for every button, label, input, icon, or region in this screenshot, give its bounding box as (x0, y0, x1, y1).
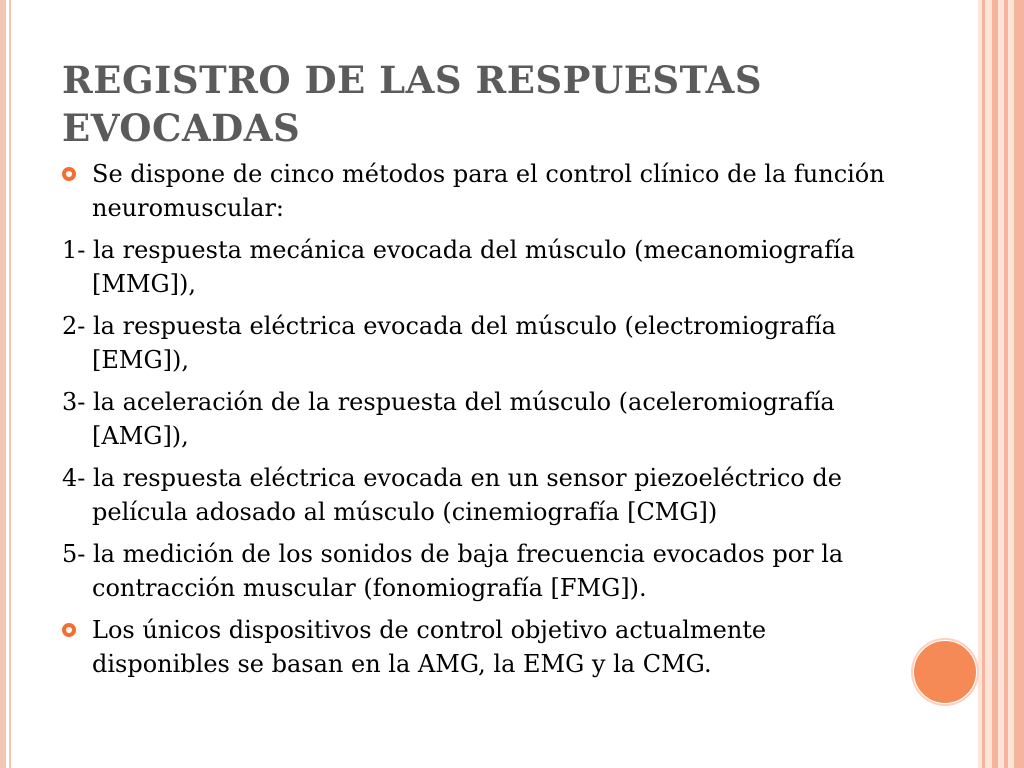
left-border-line (9, 0, 11, 768)
right-stripe (982, 0, 985, 768)
bullet-paragraph (62, 157, 902, 225)
numbered-item (62, 309, 902, 377)
right-border-stripes (978, 0, 1024, 768)
bullet-icon (62, 623, 76, 637)
slide-title: REGISTRO DE LAS RESPUESTAS EVOCADAS (62, 58, 763, 150)
right-stripe (992, 0, 998, 768)
paragraph-text: Se dispone de cinco métodos para el control clínico de la función neuromuscular: (92, 160, 885, 222)
paragraph-text: 3- la aceleración de la respuesta del músculo (aceleromiografía [AMG]), (62, 388, 835, 450)
bullet-paragraph (62, 613, 902, 681)
paragraph-text: 4- la respuesta eléctrica evocada en un sensor piezoeléctrico de película adosado al músculo (cinemiografía [CMG]) (62, 464, 842, 526)
numbered-item (62, 537, 902, 605)
bullet-icon (62, 167, 76, 181)
numbered-item (62, 385, 902, 453)
paragraph-text: Los únicos dispositivos de control objetivo actualmente disponibles se basan en la AMG, la EMG y la CMG. (92, 616, 767, 678)
right-stripe (1014, 0, 1024, 768)
left-border (0, 0, 6, 768)
paragraph-text: 5- la medición de los sonidos de baja frecuencia evocados por la contracción muscular (fonomiografía [FMG]). (62, 540, 844, 602)
numbered-item (62, 461, 902, 529)
slide-body (62, 157, 902, 689)
numbered-item (62, 233, 902, 301)
right-stripe (1004, 0, 1008, 768)
paragraph-text: 2- la respuesta eléctrica evocada del músculo (electromiografía [EMG]), (62, 312, 836, 374)
decorative-circle (913, 640, 977, 704)
paragraph-text: 1- la respuesta mecánica evocada del músculo (mecanomiografía [MMG]), (62, 236, 855, 298)
